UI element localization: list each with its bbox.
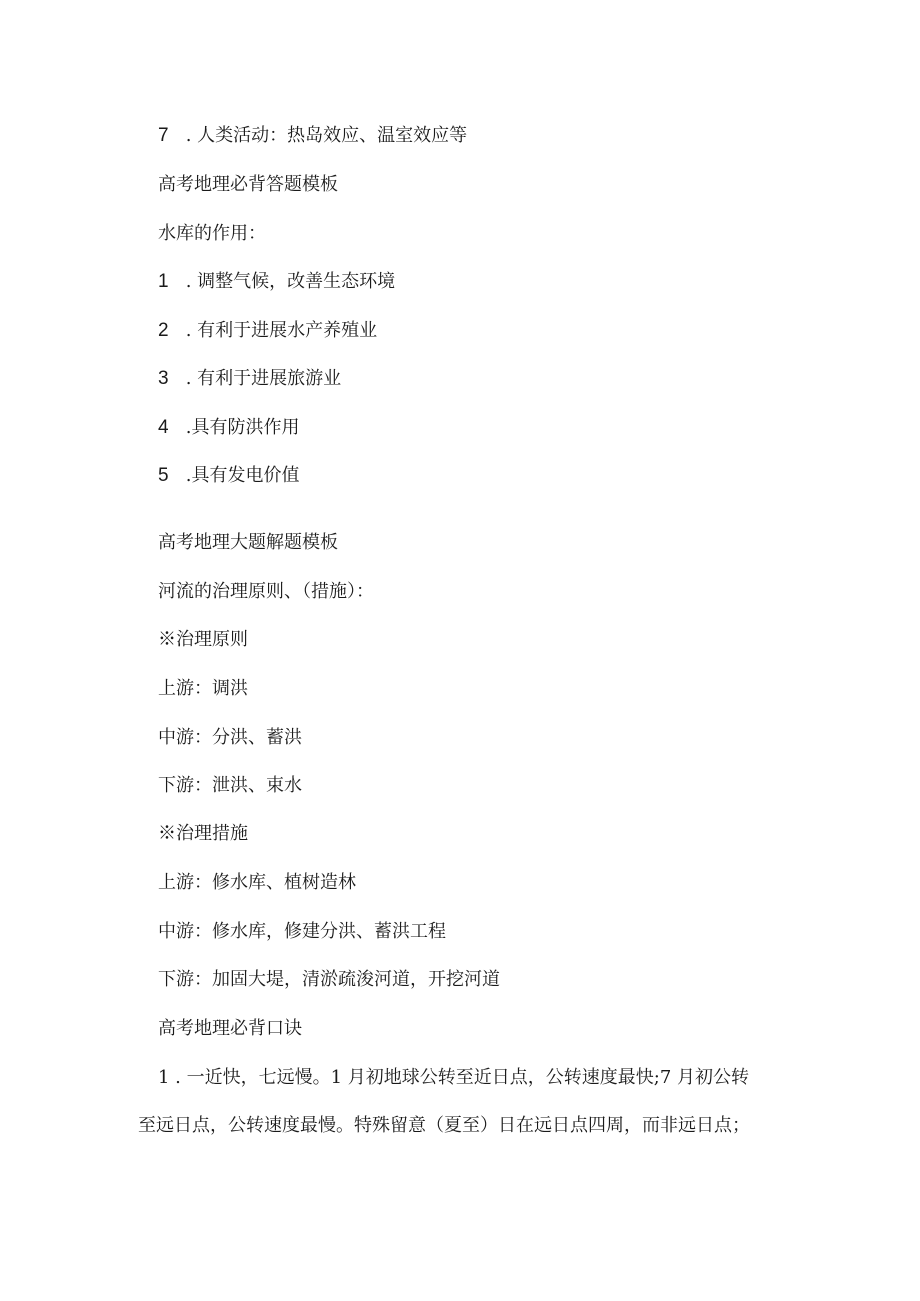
line-text: 上游：调洪 — [158, 678, 248, 699]
item-text: . 调整气候，改善生态环境 — [180, 271, 396, 292]
item-number: 7 — [158, 125, 169, 146]
item-text: . 有利于进展旅游业 — [180, 368, 342, 389]
subheading — [158, 222, 266, 246]
item-number: 1 — [158, 271, 169, 292]
item-text: . 有利于进展水产养殖业 — [180, 320, 378, 341]
list-item-4 — [158, 416, 299, 440]
list-item-1 — [158, 270, 395, 294]
paragraph-line-1: 1 . 一近快，七远慢。1 月初地球公转至近日点，公转速度最快;7 月初公转 — [158, 1067, 750, 1088]
measures-heading — [158, 822, 248, 846]
line-text: 中游：修水库，修建分洪、蓄洪工程 — [158, 921, 446, 942]
line-text: 下游：加固大堤，清淤疏浚河道，开挖河道 — [158, 969, 500, 990]
measures-heading-text: ※治理措施 — [158, 823, 248, 844]
measures-upstream — [158, 871, 356, 895]
item-text: . 人类活动：热岛效应、温室效应等 — [180, 125, 468, 146]
heading-text: 高考地理大题解题模板 — [158, 532, 338, 553]
line-text: 中游：分洪、蓄洪 — [158, 727, 302, 748]
section-heading — [158, 173, 338, 197]
item-text: .具有防洪作用 — [180, 417, 300, 438]
line-text: 上游：修水库、植树造林 — [158, 872, 356, 893]
list-item-3 — [158, 367, 341, 391]
item-number: 5 — [158, 465, 169, 486]
subheading-text: 水库的作用： — [158, 223, 266, 244]
heading-text: 高考地理必背答题模板 — [158, 174, 338, 195]
measures-downstream — [158, 968, 500, 992]
item-text: .具有发电价值 — [180, 465, 300, 486]
paragraph-line-2: 至远日点，公转速度最慢。特殊留意（夏至）日在远日点四周，而非远日点； — [138, 1115, 750, 1136]
principle-downstream — [158, 774, 302, 798]
principle-upstream — [158, 677, 248, 701]
list-item-2 — [158, 319, 377, 343]
section-heading — [158, 531, 338, 555]
subheading — [158, 580, 374, 604]
item-number: 4 — [158, 417, 169, 438]
line-text: 下游：泄洪、束水 — [158, 775, 302, 796]
list-item-7 — [158, 124, 467, 148]
section-heading — [158, 1017, 302, 1041]
principle-heading — [158, 628, 248, 652]
list-item-5 — [158, 464, 299, 488]
principle-midstream — [158, 726, 302, 750]
item-number: 2 — [158, 320, 169, 341]
heading-text: 高考地理必背口诀 — [158, 1018, 302, 1039]
paragraph-mnemonic-1 — [138, 1066, 788, 1138]
item-number: 3 — [158, 368, 169, 389]
subheading-text: 河流的治理原则、（措施）： — [158, 581, 374, 602]
principle-heading-text: ※治理原则 — [158, 629, 248, 650]
measures-midstream — [158, 920, 446, 944]
